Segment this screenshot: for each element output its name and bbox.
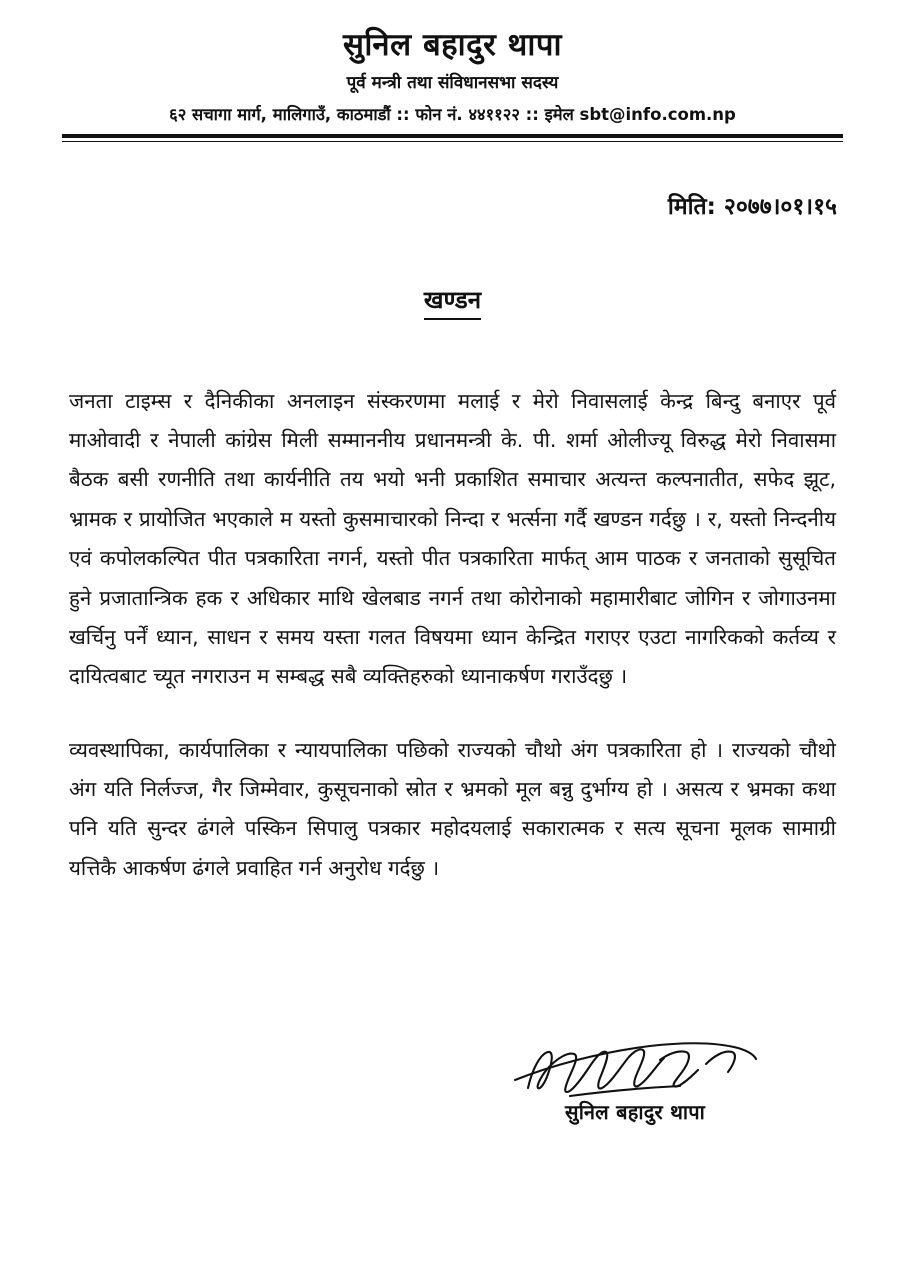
date-row [62,189,843,221]
letterhead-divider-thin [62,141,843,142]
page-title: खण्डन [424,283,481,320]
body-paragraph: जनता टाइम्स र दैनिकीका अनलाइन संस्करणमा मलाई र मेरो निवासलाई केन्द्र बिन्दु बनाएर पूर्व माओवादी र नेपाली कांग्रेस मिली सम्माननीय प्रधानमन्त्री के. पी. शर्मा ओलीज्यू विरुद्ध मेरो निवासमा बैठक बसी रणनीति तथा कार्यनीति तय भयो भनी प्रकाशित समाचार अत्यन्त कल्पनातीत, सफेद झूट, भ्रामक र प्रायोजित भएकाले म यस्तो कुसमाचारको निन्दा र भर्त्सना गर्दै खण्डन गर्दछु । र, यस्तो निन्दनीय एवं कपोलकल्पित पीत पत्रकारिता नगर्न, यस्तो पीत पत्रकारिता मार्फत् आम पाठक र जनताको सुसूचित हुने प्रजातान्त्रिक हक र अधिकार माथि खेलबाड नगर्न तथा कोरोनाको महामारीबाट जोगिन र जोगाउनमा खर्चिनु पर्नें ध्यान, साधन र समय यस्ता गलत विषयमा ध्यान केन्द्रित गराएर एउटा नागरिकको कर्तव्य र दायित्वबाट च्यूत नगराउन म सम्बद्ध सबै व्यक्तिहरुको ध्यानाकर्षण गराउँदछु । [69,388,836,689]
letterhead-contact: ६२ सचागा मार्ग, मालिगाउँ, काठमाडौं :: फोन नं. ४४११२२ :: इमेल sbt@info.com.np [169,104,736,124]
letterhead-name: सुनिल बहादुर थापा [342,27,563,63]
body-paragraph: व्यवस्थापिका, कार्यपालिका र न्यायपालिका पछिको राज्यको चौथो अंग पत्रकारिता हो । राज्यको चौथो अंग यति निर्लज्ज, गैर जिम्मेवार, कुसूचनाको स्रोत र भ्रमको मूल बन्नु दुर्भाग्य हो । असत्य र भ्रमका कथा पनि यति सुन्दर ढंगले पस्किन सिपालु पत्रकार महोदयलाई सकारात्मक र सत्य सूचना मूलक सामाग्री यत्तिकै आकर्षण ढंगले प्रवाहित गर्न अनुरोध गर्दछु । [69,737,836,880]
document-body [62,382,843,888]
document-title-wrap [62,283,843,320]
signature-icon [510,1030,760,1108]
signature-name: सुनिल बहादुर थापा [564,1100,705,1124]
letterhead-divider-thick [62,134,843,138]
signature-block [485,1030,785,1125]
letterhead [62,26,843,142]
letterhead-subtitle: पूर्व मन्त्री तथा संविधानसभा सदस्य [346,72,559,93]
document-date: मिति: २०७७।०१।१५ [667,193,837,220]
